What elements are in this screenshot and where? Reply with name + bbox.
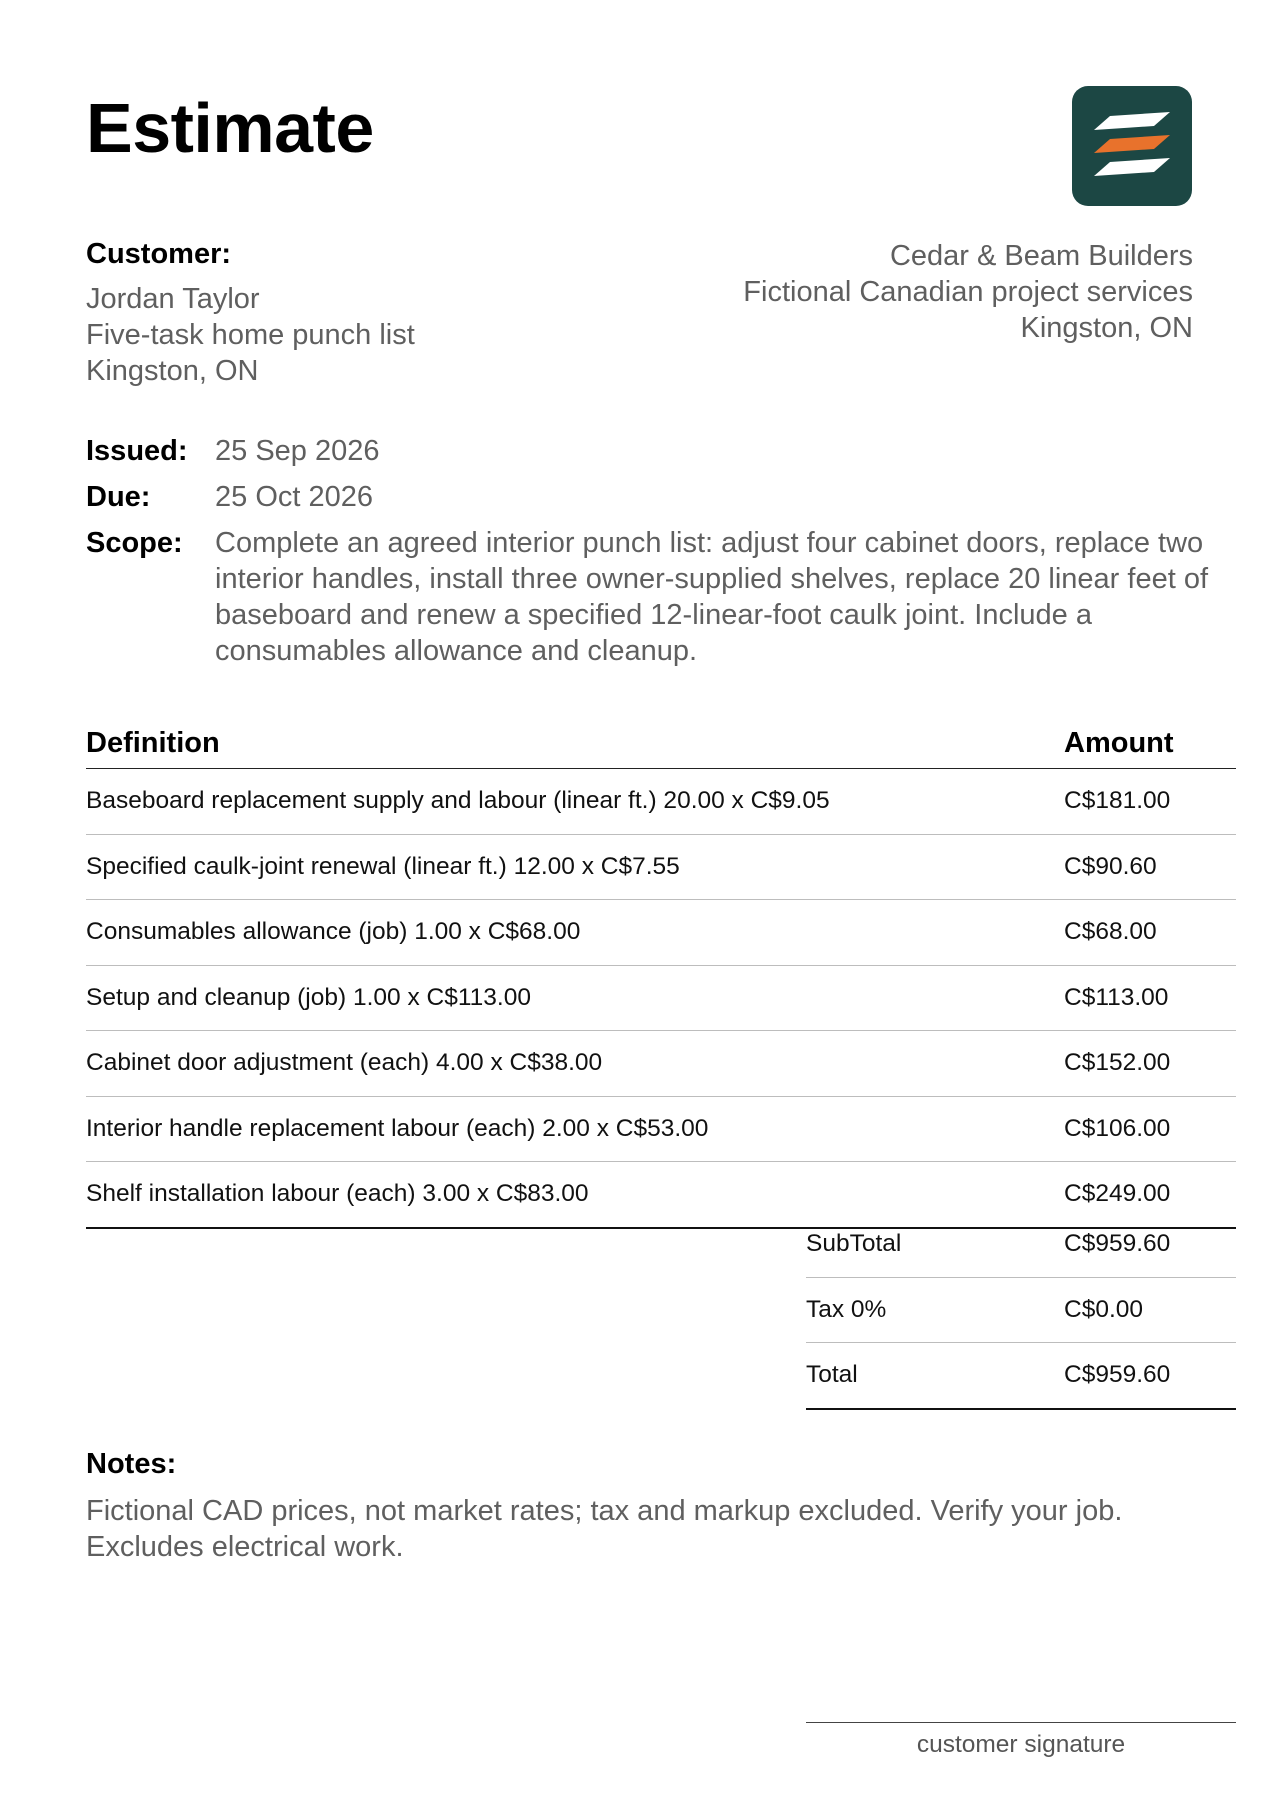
issued-row <box>86 433 1235 469</box>
notes-section <box>86 1448 1236 1565</box>
company-logo <box>1072 86 1192 206</box>
table-row <box>86 835 1236 901</box>
item-amount: C$249.00 <box>1064 1180 1171 1208</box>
due-label: Due: <box>86 481 151 513</box>
subtotal-value: C$959.60 <box>1064 1230 1171 1258</box>
item-amount: C$181.00 <box>1064 787 1171 815</box>
item-amount: C$106.00 <box>1064 1114 1171 1142</box>
totals-table <box>806 1212 1236 1410</box>
table-row <box>86 1097 1236 1163</box>
table-row <box>86 1031 1236 1097</box>
tax-value: C$0.00 <box>1064 1295 1144 1323</box>
scope-text: Complete an agreed interior punch list: adjust four cabinet doors, replace two interior handles, install three owner-supplied shelves, replace 20 linear feet of baseboard and renew a specified 12-linear-foot caulk joint. Include a consumables allowance and cleanup. <box>215 527 1209 667</box>
table-row <box>86 900 1236 966</box>
customer-label: Customer: <box>86 238 232 270</box>
customer-location: Kingston, ON <box>86 355 259 387</box>
item-definition: Shelf installation labour (each) 3.00 x C$83.00 <box>86 1180 589 1208</box>
item-definition: Interior handle replacement labour (each) 2.00 x C$53.00 <box>86 1114 709 1142</box>
amount-header: Amount <box>1064 727 1174 759</box>
signature-label: customer signature <box>916 1731 1126 1758</box>
stacked-planks-logo-icon <box>1072 86 1192 206</box>
subtotal-row <box>806 1212 1236 1278</box>
customer-name: Jordan Taylor <box>86 283 260 315</box>
table-row <box>86 966 1236 1032</box>
notes-text: Fictional CAD prices, not market rates; tax and markup excluded. Verify your job. Excludes electrical work. <box>86 1495 1123 1563</box>
due-date: 25 Oct 2026 <box>215 481 373 513</box>
estimate-meta <box>86 433 1235 679</box>
total-label: Total <box>806 1361 858 1389</box>
line-items-table <box>86 722 1236 1229</box>
company-name: Cedar & Beam Builders <box>889 240 1193 272</box>
total-row <box>806 1343 1236 1410</box>
issued-date: 25 Sep 2026 <box>215 435 380 467</box>
item-definition: Cabinet door adjustment (each) 4.00 x C$38.00 <box>86 1049 603 1077</box>
total-value: C$959.60 <box>1064 1361 1171 1389</box>
tax-label: Tax 0% <box>806 1295 887 1323</box>
subtotal-label: SubTotal <box>806 1230 902 1258</box>
company-location: Kingston, ON <box>1020 312 1193 344</box>
document-title: Estimate <box>86 89 374 167</box>
notes-label: Notes: <box>86 1448 177 1480</box>
item-definition: Specified caulk-joint renewal (linear ft.) 12.00 x C$7.55 <box>86 852 680 880</box>
table-row <box>86 769 1236 835</box>
item-amount: C$68.00 <box>1064 918 1157 946</box>
scope-label: Scope: <box>86 527 183 559</box>
tax-row <box>806 1278 1236 1344</box>
item-definition: Consumables allowance (job) 1.00 x C$68.00 <box>86 918 581 946</box>
due-row <box>86 479 1235 515</box>
customer-project: Five-task home punch list <box>86 319 415 351</box>
item-amount: C$90.60 <box>1064 852 1157 880</box>
item-amount: C$113.00 <box>1064 983 1169 1011</box>
definition-header: Definition <box>86 727 220 759</box>
item-definition: Setup and cleanup (job) 1.00 x C$113.00 <box>86 983 531 1011</box>
company-tagline: Fictional Canadian project services <box>743 276 1193 308</box>
company-block <box>743 238 1193 346</box>
issued-label: Issued: <box>86 435 188 467</box>
item-amount: C$152.00 <box>1064 1049 1171 1077</box>
customer-block <box>86 238 415 389</box>
item-definition: Baseboard replacement supply and labour (linear ft.) 20.00 x C$9.05 <box>86 787 830 815</box>
scope-row <box>86 525 1235 669</box>
line-items-header <box>86 722 1236 769</box>
signature-line[interactable] <box>806 1722 1236 1759</box>
